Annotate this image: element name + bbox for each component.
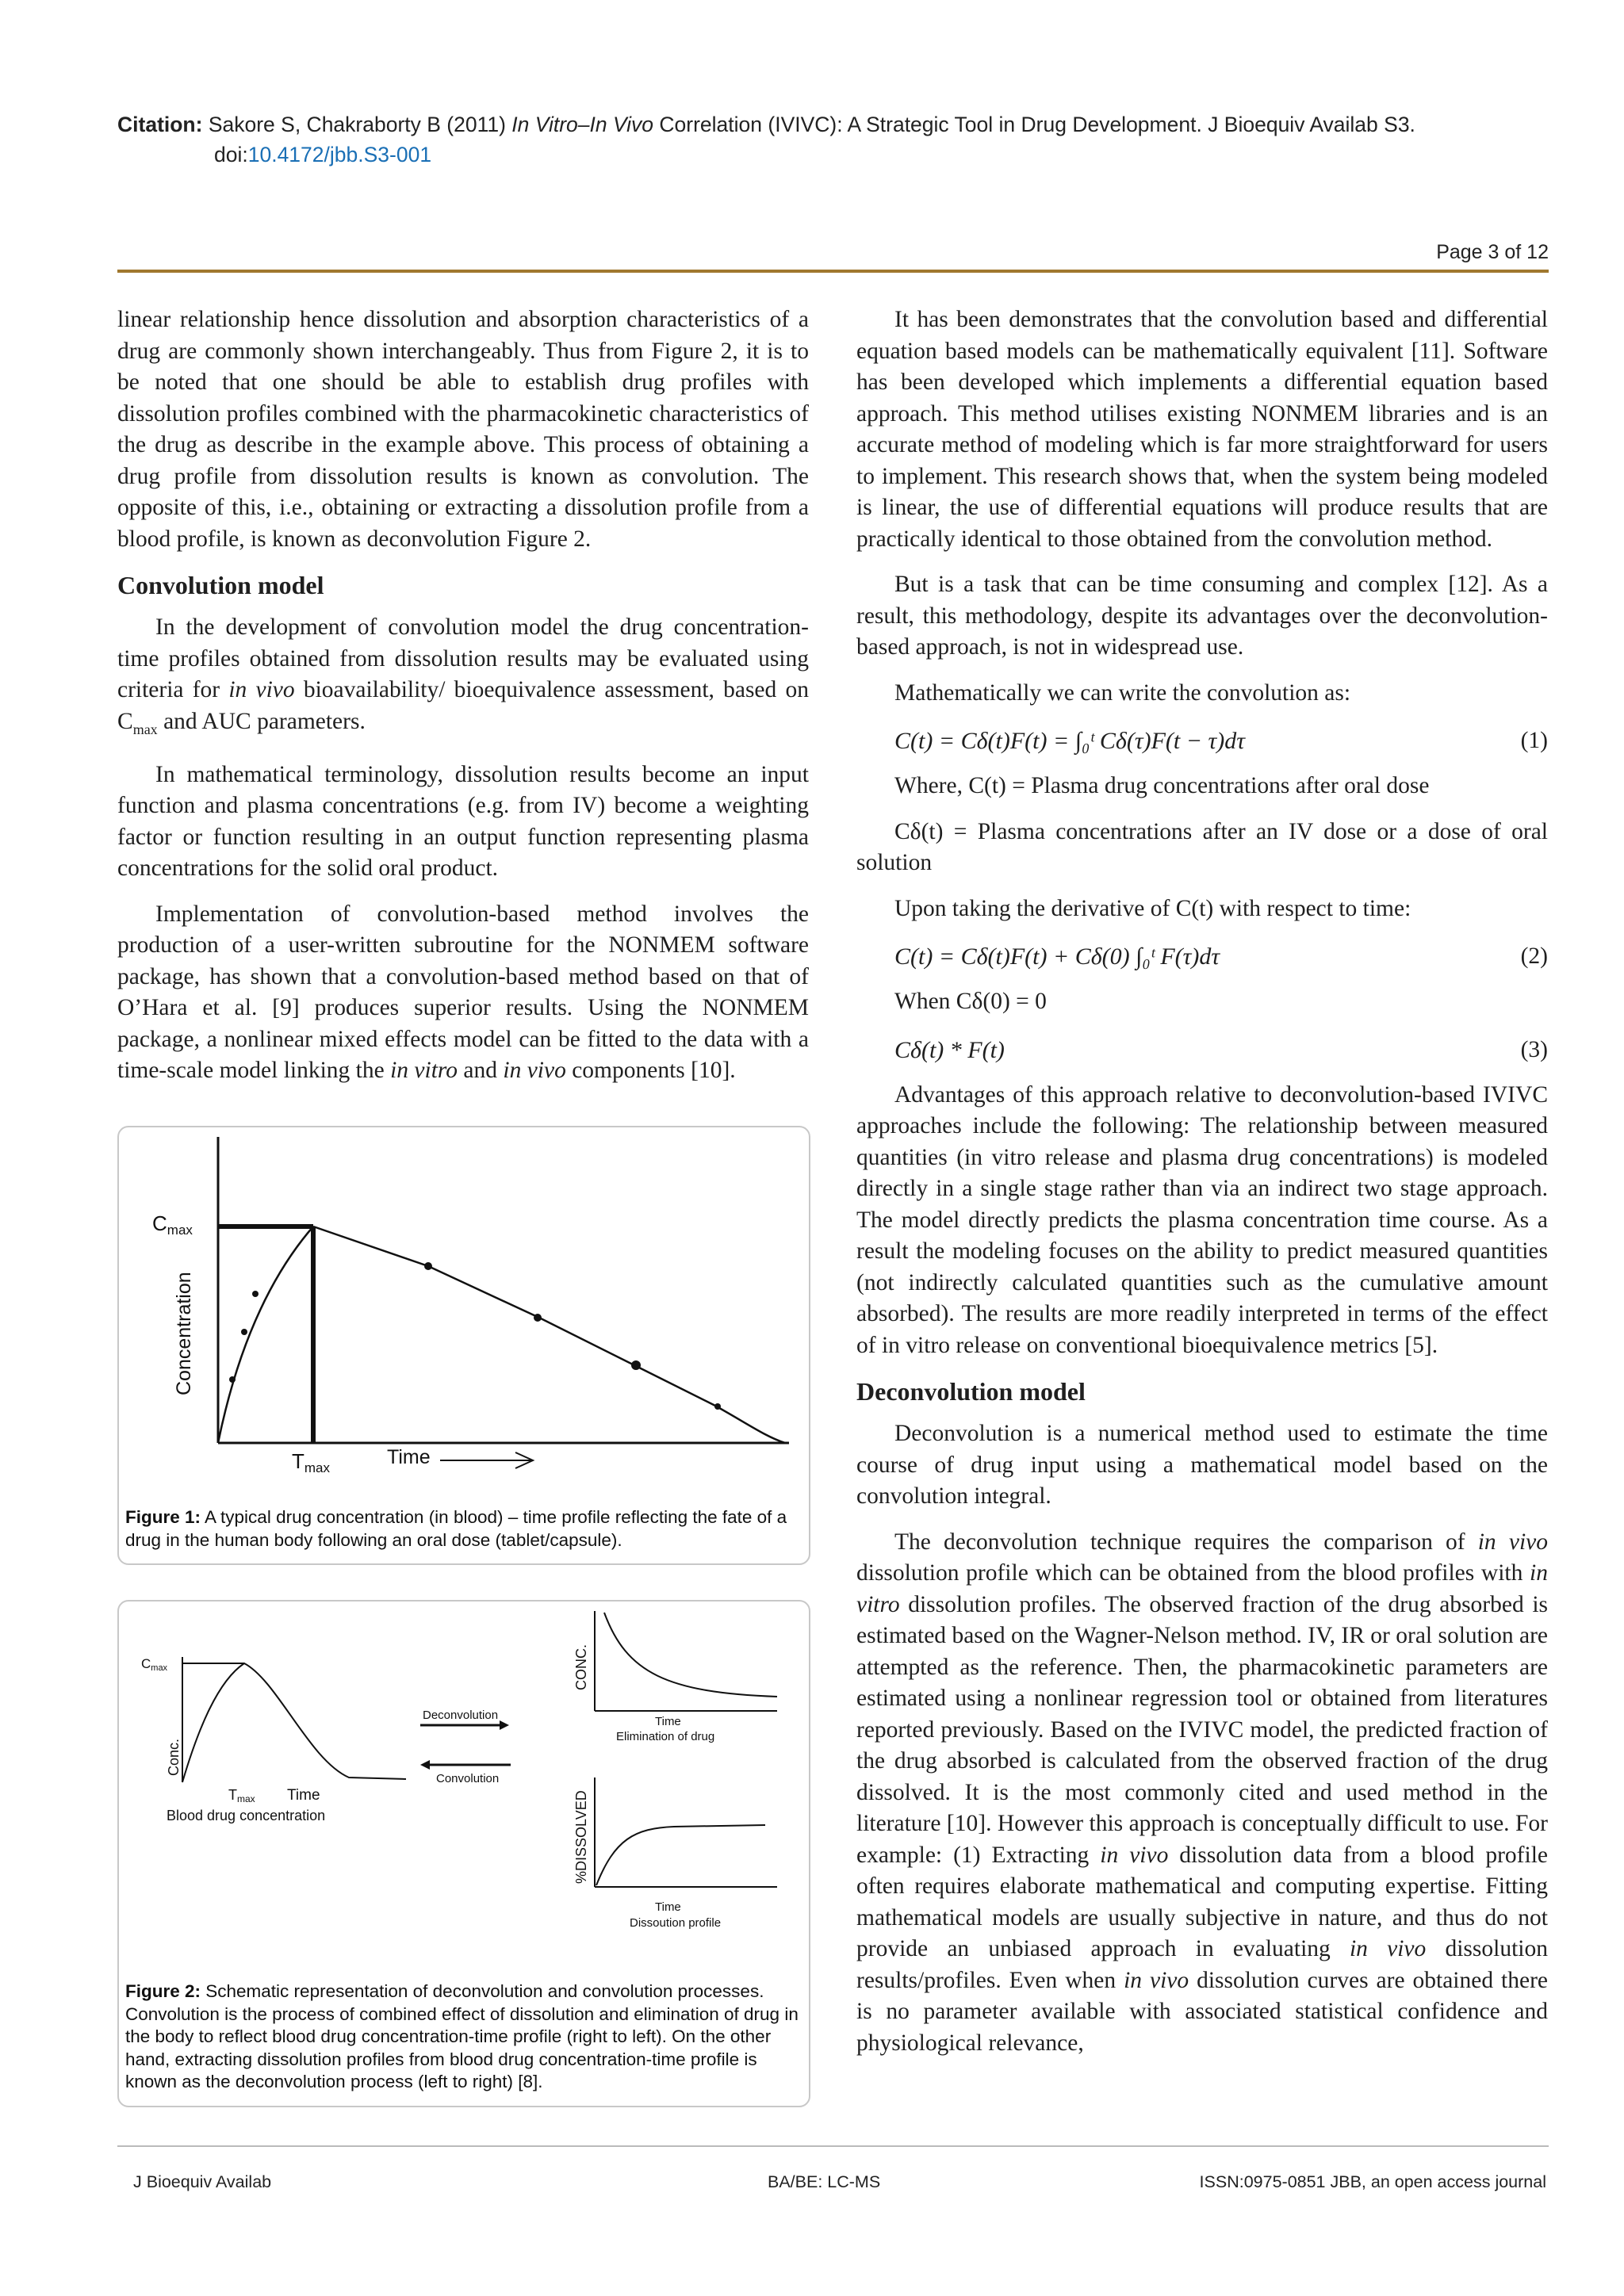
deconvolution-label: Deconvolution — [423, 1709, 499, 1722]
page-number: Page 3 of 12 — [1436, 241, 1549, 263]
left-tmax-label: Tmax — [228, 1787, 255, 1804]
equation-1 — [856, 723, 1548, 760]
figure-2-diagram — [119, 1601, 809, 1974]
data-point — [424, 1262, 432, 1270]
right-column — [856, 304, 1548, 2073]
figure-2-caption — [125, 1980, 802, 2094]
footer-issn: ISSN:0975-0851 JBB, an open access journal — [1199, 2172, 1546, 2191]
text-run: dissolution results/profiles. Even when — [856, 1936, 1548, 1993]
text-run: dissolution curves are obtained there is no parameter available with associated statistical confidence and physiological relevance, — [856, 1967, 1548, 2056]
data-point — [534, 1314, 542, 1322]
right-paragraph-9: Deconvolution is a numerical method used to estimate the time course of drug input using a mathematical model based on the convolution integral. — [856, 1421, 1548, 1509]
text-run: dissolution profile which can be obtained from the blood profiles with — [856, 1560, 1530, 1586]
text-run: In the development of convolution model the drug concentration-time profiles obtained from dissolution results may be evaluated using criteria for — [117, 614, 809, 702]
italic-run: in vivo — [1124, 1967, 1189, 1993]
right-paragraph-2: But is a task that can be time consuming and complex [12]. As a result, this methodology, despite its advantages over the deconvolution-based approach, is not in widespread use. — [856, 572, 1548, 660]
bottom-y-label: %DISSOLVED — [573, 1790, 589, 1884]
left-paragraph-1: linear relationship hence dissolution and absorption characteristics of a drug are commonly shown interchangeably. Thus from Figure 2, it is to be noted that one should be able to establish drug profiles with dissolution profiles combined with the pharmacokinetic characteristics of the drug as describe in the example above. This process of obtaining a drug profile from dissolution results is known as convolution. The opposite of this, i.e., obtaining or extracting a dissolution profile from a blood profile, is known as deconvolution Figure 2. — [117, 307, 809, 552]
footer-section: BA/BE: LC-MS — [768, 2172, 881, 2191]
equation-2 — [856, 939, 1548, 975]
tmax-label: Tmax — [292, 1449, 331, 1475]
right-paragraph-8: Advantages of this approach relative to deconvolution-based IVIVC approaches include the following: The relationship between measured quantities (in vitro release and plasma drug concentrations) is modeled directly in a single stage rather than via an indirect two stage approach. The model directly predicts the plasma concentration time course. As a result the modeling focuses on the ability to predict measured quantities (not indirectly calculated quantities such as the cumulative amount absorbed). The results are more readily interpreted in terms of the effect of in vitro release on conventional bioequivalence metrics [5]. — [856, 1081, 1548, 1358]
top-y-label: CONC. — [573, 1644, 589, 1690]
left-x-label: Time — [287, 1787, 320, 1804]
subscript-run: max — [132, 721, 158, 737]
doi-link[interactable]: 10.4172/jbb.S3-001 — [247, 143, 432, 166]
convolution-arrow-head — [420, 1760, 430, 1770]
data-point — [631, 1360, 641, 1370]
data-point — [252, 1291, 259, 1297]
text-run: and AUC parameters. — [157, 708, 366, 734]
equation-3-expression: Cδ(t) * F(t) — [894, 1036, 1005, 1063]
text-run: The deconvolution technique requires the comparison of — [894, 1529, 1478, 1555]
elimination-curve — [313, 1226, 785, 1443]
left-paragraph-4 — [117, 899, 809, 1087]
x-axis-label: Time — [387, 1446, 431, 1468]
citation-authors: Sakore S, Chakraborty B (2011) — [208, 113, 512, 136]
text-run: and — [458, 1058, 504, 1084]
blood-concentration-curve — [182, 1663, 406, 1782]
cmax-label: Cmax — [152, 1211, 193, 1238]
data-point — [229, 1376, 236, 1383]
equation-1-number: (1) — [1520, 728, 1548, 754]
doi-prefix: doi: — [214, 143, 248, 166]
left-paragraph-3: In mathematical terminology, dissolution results become an input function and plasma concentrations (e.g. from IV) become a weighting factor or function resulting in an output function representing plasma concentrations for the solid oral product. — [117, 761, 809, 882]
italic-run: in vivo — [228, 677, 295, 702]
left-cmax-label: Cmax — [141, 1656, 168, 1673]
heading-convolution-model: Convolution model — [117, 571, 324, 599]
left-paragraph-2 — [117, 612, 809, 745]
left-plot-title: Blood drug concentration — [167, 1808, 326, 1823]
caption-label: Figure 2: — [125, 1981, 201, 2001]
italic-run: in vivo — [503, 1058, 566, 1084]
right-paragraph-6: Upon taking the derivative of C(t) with respect to time: — [894, 895, 1411, 921]
citation-label: Citation: — [117, 113, 203, 136]
citation-block — [117, 109, 1549, 170]
equation-3 — [856, 1032, 1548, 1069]
italic-run: in vitro — [856, 1560, 1548, 1617]
deconvolution-arrow-head — [500, 1720, 509, 1730]
right-paragraph-3: Mathematically we can write the convolution as: — [894, 679, 1351, 706]
footer-journal: J Bioequiv Availab — [133, 2172, 272, 2191]
italic-run: in vitro — [390, 1058, 458, 1084]
citation-italic-title: In Vitro–In Vivo — [511, 113, 654, 136]
text-run: dissolution data from a blood profile often requires elaborate mathematical and computing expertise. Fitting mathematical models are usually subjective in nature, and thus do not provide an unbiased approach in evaluating — [856, 1842, 1548, 1961]
elimination-curve — [604, 1613, 777, 1697]
caption-label: Figure 1: — [125, 1507, 201, 1527]
text-run: bioavailability/ bioequivalence assessment, based on C — [117, 677, 809, 734]
figure-1 — [117, 1126, 810, 1565]
bottom-x-label: Time — [655, 1900, 681, 1914]
heading-deconvolution-model: Deconvolution model — [856, 1377, 1086, 1406]
text-run: dissolution profiles. The observed fraction of the drug absorbed is estimated based on the Wagner-Nelson method. IV, IR or oral solution are attempted as the reference. Then, the pharmacokinetic parameters are estimated using a nonlinear regression tool or obtained from literatures reported previously. Based on the IVIVC model, the predicted fraction of the drug absorbed is calculated from the observed fraction of the drug dissolved. It is the most commonly cited and used method in the literature [10]. However this approach is conceptually difficult to use. For example: (1) Extracting — [856, 1591, 1548, 1868]
doi-line — [117, 140, 1549, 170]
left-column — [117, 304, 809, 1101]
italic-run: in vivo — [1349, 1936, 1427, 1961]
italic-run: in vivo — [1100, 1842, 1169, 1868]
header-rule — [117, 270, 1549, 273]
text-run: Implementation of convolution-based method involves the production of a user-written subroutine for the NONMEM software package, has shown that a convolution-based method based on that of O’Hara et al. [9] produces superior results. Using the NONMEM package, a nonlinear mixed effects model can be fitted to the data with a time-scale model linking the — [117, 901, 809, 1084]
citation-line — [117, 109, 1549, 140]
equation-3-number: (3) — [1520, 1036, 1548, 1062]
absorption-curve — [218, 1226, 313, 1443]
footer-rule — [117, 2145, 1549, 2147]
equation-2-expression: C(t) = Cδ(t)F(t) + Cδ(0) ∫₀ᵗ F(τ)dτ — [894, 943, 1220, 970]
top-x-label: Time — [655, 1715, 681, 1728]
text-run: components [10]. — [565, 1058, 736, 1084]
top-plot-title: Elimination of drug — [616, 1730, 715, 1743]
y-axis-label: Concentration — [173, 1272, 195, 1395]
right-paragraph-5: Cδ(t) = Plasma concentrations after an IV dose or a dose of oral solution — [856, 818, 1548, 875]
equation-2-number: (2) — [1520, 943, 1548, 970]
citation-title-rest: Correlation (IVIVC): A Strategic Tool in Drug Development. J Bioequiv Availab S3. — [653, 113, 1415, 136]
data-point — [241, 1329, 247, 1335]
caption-text: Schematic representation of deconvolution and convolution processes. Convolution is the process of combined effect of dissolution and elimination of drug in the body to reflect blood drug concentration-time profile (right to left). On the other hand, extracting dissolution profiles from blood drug concentration-time profile is known as the deconvolution process (left to right) [8]. — [125, 1981, 799, 2091]
figure-2 — [117, 1600, 810, 2107]
right-paragraph-1: It has been demonstrates that the convolution based and differential equation based models can be mathematically equivalent [11]. Software has been developed which implements a differential equation based approach. This method utilises existing NONMEM libraries and is an accurate method of modeling which is far more straightforward for users to implement. This research shows that, when the system being modeled is linear, the use of differential equations will produce results that are practically identical to those obtained from the convolution method. — [856, 307, 1548, 552]
equation-1-expression: C(t) = Cδ(t)F(t) = ∫₀ᵗ Cδ(τ)F(t − τ)dτ — [894, 728, 1245, 755]
data-point — [714, 1403, 721, 1410]
caption-text: A typical drug concentration (in blood) – time profile reflecting the fate of a drug in the human body following an oral dose (tablet/capsule). — [125, 1507, 787, 1550]
right-paragraph-7: When Cδ(0) = 0 — [894, 989, 1047, 1014]
italic-run: in vivo — [1477, 1529, 1548, 1555]
dissolution-curve — [596, 1825, 765, 1885]
left-y-label: Conc. — [166, 1738, 182, 1776]
right-paragraph-4: Where, C(t) = Plasma drug concentrations after oral dose — [894, 773, 1430, 798]
right-paragraph-10 — [856, 1527, 1548, 2060]
bottom-plot-title: Dissoution profile — [630, 1916, 722, 1930]
figure-1-caption — [125, 1506, 802, 1552]
convolution-label: Convolution — [436, 1772, 500, 1785]
figure-1-diagram — [119, 1127, 809, 1500]
